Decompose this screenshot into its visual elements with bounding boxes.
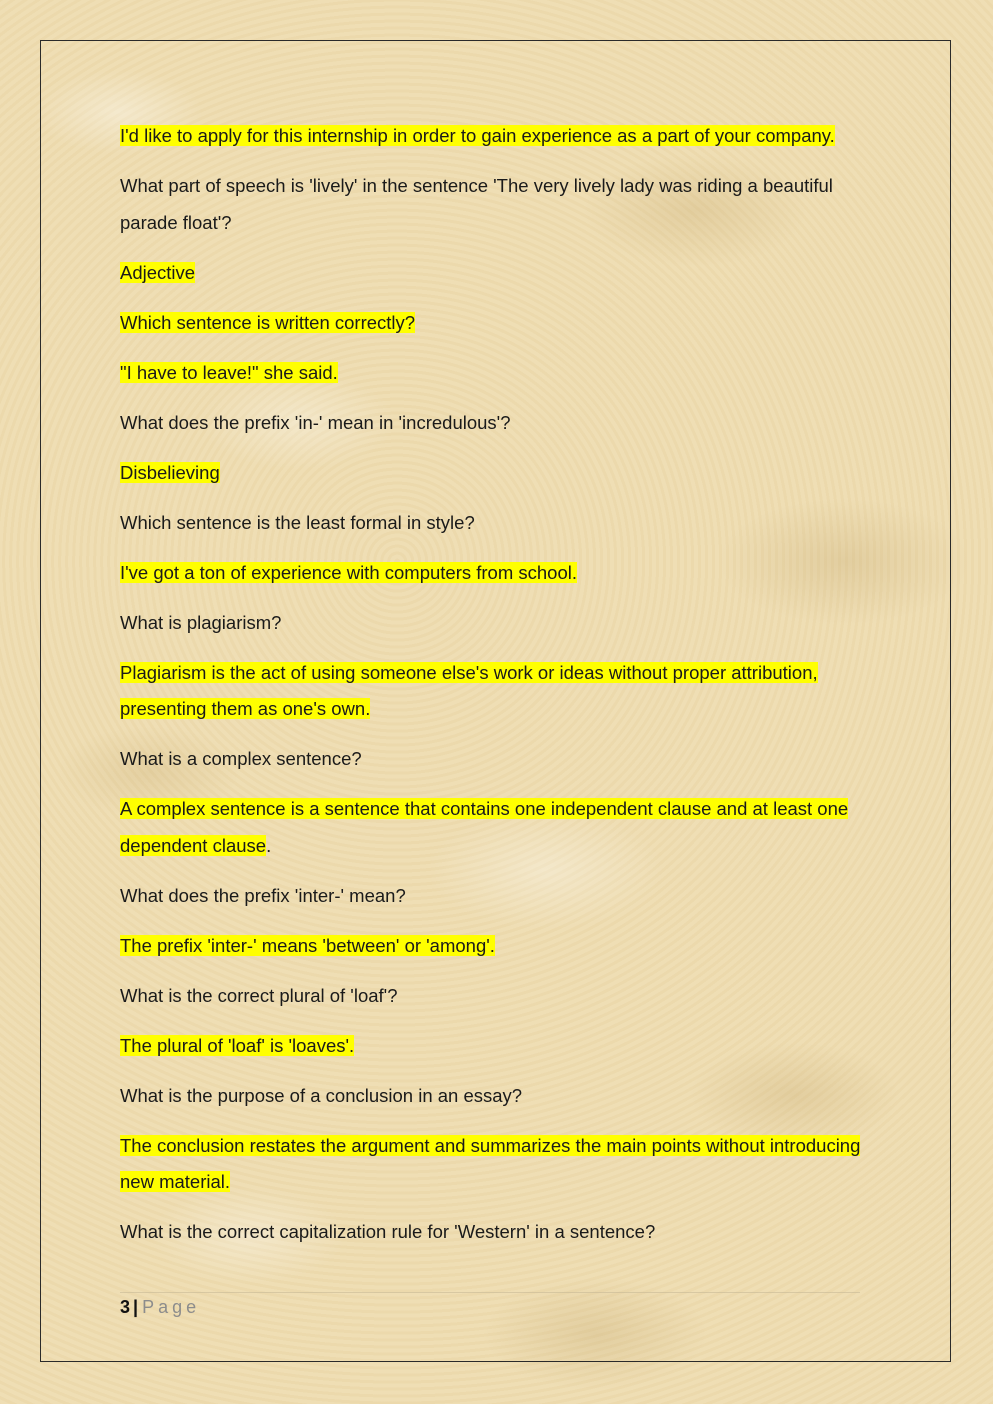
- page-label: Page: [142, 1297, 201, 1317]
- document-body: [120, 118, 870, 1264]
- footer-divider: [120, 1292, 860, 1293]
- answer-paragraph: The prefix 'inter-' means 'between' or 'among'.: [120, 934, 495, 956]
- page-number: 3: [120, 1297, 131, 1317]
- question-paragraph: What is plagiarism?: [120, 611, 282, 633]
- footer-separator: |: [133, 1297, 139, 1317]
- question-paragraph: What does the prefix 'inter-' mean?: [120, 884, 406, 906]
- answer-paragraph: The conclusion restates the argument and summarizes the main points without introducing new material.: [120, 1134, 861, 1192]
- question-paragraph: What part of speech is 'lively' in the sentence 'The very lively lady was riding a beautiful parade float'?: [120, 175, 833, 233]
- answer-paragraph: Adjective: [120, 261, 196, 283]
- question-paragraph: Which sentence is written correctly?: [120, 311, 416, 333]
- answer-paragraph: Plagiarism is the act of using someone else's work or ideas without proper attribution, presenting them as one's own.: [120, 661, 818, 719]
- question-paragraph: Which sentence is the least formal in style?: [120, 511, 475, 533]
- answer-paragraph: "I have to leave!" she said.: [120, 361, 338, 383]
- answer-paragraph: I've got a ton of experience with computers from school.: [120, 561, 578, 583]
- answer-paragraph: Disbelieving: [120, 461, 220, 483]
- answer-paragraph: A complex sentence is a sentence that contains one independent clause and at least one dependent clause.: [120, 798, 849, 856]
- answer-paragraph: I'd like to apply for this internship in order to gain experience as a part of your company.: [120, 125, 835, 146]
- question-paragraph: What is the purpose of a conclusion in an essay?: [120, 1084, 523, 1106]
- answer-paragraph: The plural of 'loaf' is 'loaves'.: [120, 1034, 355, 1056]
- question-paragraph: What is a complex sentence?: [120, 748, 362, 769]
- question-paragraph: What is the correct capitalization rule for 'Western' in a sentence?: [120, 1221, 656, 1242]
- page-footer: [120, 1295, 200, 1319]
- question-paragraph: What does the prefix 'in-' mean in 'incredulous'?: [120, 411, 511, 433]
- question-paragraph: What is the correct plural of 'loaf'?: [120, 984, 398, 1006]
